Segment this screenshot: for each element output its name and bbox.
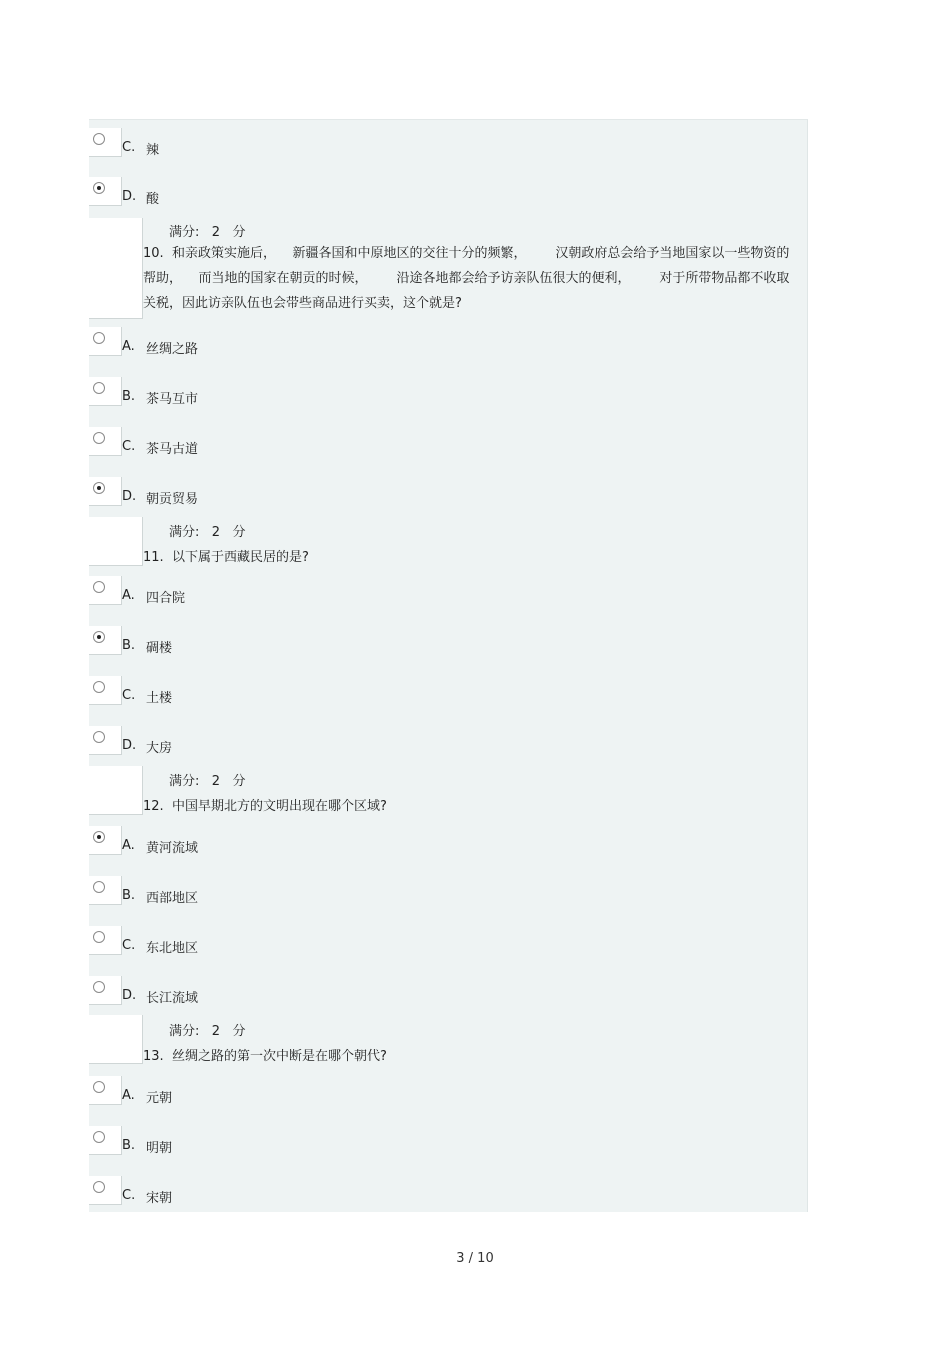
score-value: 2 — [211, 1024, 221, 1039]
option-letter: A. — [122, 588, 135, 603]
option-letter: A. — [122, 1088, 135, 1103]
score-value: 2 — [211, 525, 221, 540]
score-unit: 分 — [232, 525, 246, 540]
radio-box — [89, 676, 122, 705]
radio-box — [89, 128, 122, 157]
option-letter: D. — [122, 738, 137, 753]
radio-button[interactable] — [93, 1081, 105, 1093]
radio-button[interactable] — [93, 881, 105, 893]
radio-box — [89, 876, 122, 905]
radio-button[interactable] — [93, 133, 105, 145]
score-value: 2 — [211, 774, 221, 789]
question-text — [143, 1045, 387, 1064]
question-body: 中国早期北方的文明出现在哪个区域? — [171, 799, 387, 814]
radio-box — [89, 327, 122, 356]
option-letter: D. — [122, 189, 137, 204]
page-number: 3 / 10 — [456, 1251, 494, 1266]
radio-button[interactable] — [93, 432, 105, 444]
question-number-box — [89, 1015, 143, 1064]
radio-box — [89, 477, 122, 506]
radio-box — [89, 826, 122, 855]
option-text: 西部地区 — [146, 891, 199, 906]
radio-button[interactable] — [93, 681, 105, 693]
question-number: 10. — [143, 246, 164, 261]
option-letter: D. — [122, 489, 137, 504]
radio-box — [89, 626, 122, 655]
question-text — [143, 546, 309, 565]
option-letter: B. — [122, 1138, 136, 1153]
question-text — [143, 241, 799, 316]
radio-button-selected[interactable] — [93, 482, 105, 494]
score-line — [169, 521, 246, 540]
score-label: 满分: — [169, 1024, 200, 1039]
option-text: 东北地区 — [146, 941, 199, 956]
option-text: 长江流域 — [146, 991, 199, 1006]
radio-button[interactable] — [93, 931, 105, 943]
question-body: 和亲政策实施后， 新疆各国和中原地区的交往十分的频繁， 汉朝政府总会给予当地国家以一些物资的帮助， 而当地的国家在朝贡的时候， 沿途各地都会给予访亲队伍很大的便利， 对于所带物品都不收取关税，因此访亲队伍也会带些商品进行买卖，这个就是? — [143, 246, 790, 311]
option-text: 朝贡贸易 — [146, 492, 199, 507]
score-line — [169, 221, 246, 240]
option-letter: D. — [122, 988, 137, 1003]
radio-button[interactable] — [93, 382, 105, 394]
option-text: 宋朝 — [146, 1191, 173, 1206]
radio-button[interactable] — [93, 1181, 105, 1193]
option-text: 茶马古道 — [146, 442, 199, 457]
radio-button[interactable] — [93, 1131, 105, 1143]
option-text: 辣 — [146, 143, 160, 158]
score-value: 2 — [211, 225, 221, 240]
score-unit: 分 — [232, 1024, 246, 1039]
radio-box — [89, 1076, 122, 1105]
option-text: 黄河流域 — [146, 841, 199, 856]
score-label: 满分: — [169, 525, 200, 540]
question-body: 以下属于西藏民居的是? — [171, 550, 309, 565]
option-letter: B. — [122, 888, 136, 903]
score-unit: 分 — [232, 774, 246, 789]
question-number: 11. — [143, 550, 164, 565]
radio-button-selected[interactable] — [93, 831, 105, 843]
option-letter: A. — [122, 838, 135, 853]
question-number-box — [89, 218, 143, 319]
radio-box — [89, 1126, 122, 1155]
radio-button[interactable] — [93, 332, 105, 344]
option-letter: C. — [122, 688, 136, 703]
score-label: 满分: — [169, 774, 200, 789]
radio-button-selected[interactable] — [93, 631, 105, 643]
radio-box — [89, 1176, 122, 1205]
option-text: 酸 — [146, 192, 160, 207]
option-text: 元朝 — [146, 1091, 173, 1106]
radio-box — [89, 976, 122, 1005]
option-letter: B. — [122, 389, 136, 404]
option-letter: B. — [122, 638, 136, 653]
radio-box — [89, 427, 122, 456]
score-label: 满分: — [169, 225, 200, 240]
question-number: 12. — [143, 799, 164, 814]
score-line — [169, 1020, 246, 1039]
question-number: 13. — [143, 1049, 164, 1064]
score-unit: 分 — [232, 225, 246, 240]
option-text: 四合院 — [146, 591, 186, 606]
option-text: 碉楼 — [146, 641, 173, 656]
radio-button[interactable] — [93, 981, 105, 993]
radio-box — [89, 377, 122, 406]
option-letter: A. — [122, 339, 135, 354]
option-letter: C. — [122, 938, 136, 953]
option-text: 茶马互市 — [146, 392, 199, 407]
option-text: 丝绸之路 — [146, 342, 199, 357]
radio-box — [89, 726, 122, 755]
radio-box — [89, 177, 122, 206]
question-number-box — [89, 766, 143, 815]
option-text: 大房 — [146, 741, 173, 756]
option-text: 土楼 — [146, 691, 173, 706]
option-text: 明朝 — [146, 1141, 173, 1156]
question-text — [143, 795, 387, 814]
option-letter: C. — [122, 1188, 136, 1203]
radio-box — [89, 576, 122, 605]
question-body: 丝绸之路的第一次中断是在哪个朝代? — [171, 1049, 387, 1064]
question-number-box — [89, 517, 143, 566]
radio-button-selected[interactable] — [93, 182, 105, 194]
score-line — [169, 770, 246, 789]
radio-button[interactable] — [93, 731, 105, 743]
radio-box — [89, 926, 122, 955]
option-letter: C. — [122, 439, 136, 454]
radio-button[interactable] — [93, 581, 105, 593]
option-letter: C. — [122, 140, 136, 155]
